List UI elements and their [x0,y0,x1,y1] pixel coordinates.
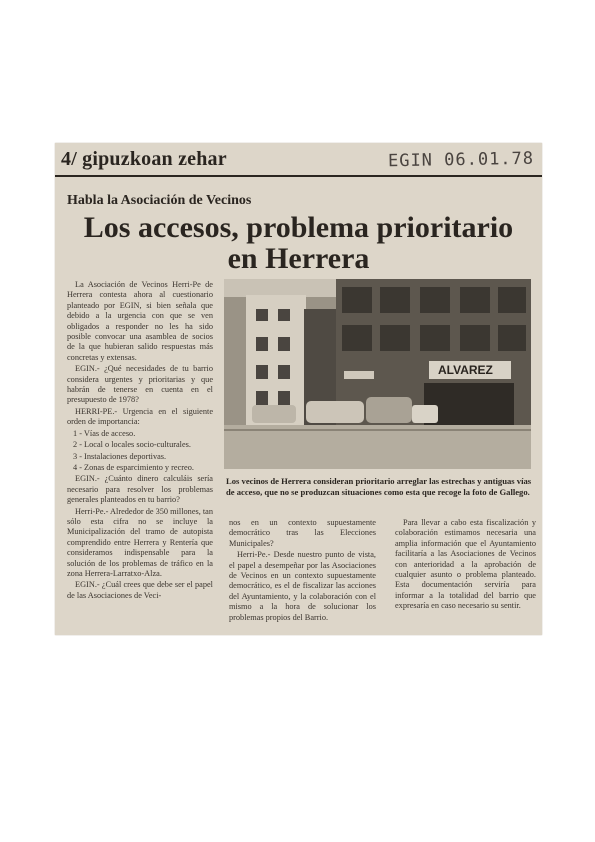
article-column-1 [67,280,213,602]
newspaper-clipping [55,143,542,635]
paragraph: EGIN.- ¿Cuál crees que debe ser el papel de las Asociaciones de Veci- [67,580,213,600]
paragraph: La Asociación de Vecinos Herri-Pe de Herrera contesta ahora al cuestionario planteado por EGIN, si bien señala que debido a la urgencia con que se ven obligados a responder no les ha sido posible convocar una asamblea de socios de la que hubieran salido respuestas más concretas y extensas. [67,280,213,362]
street-photo-illustration [224,279,531,469]
paragraph: EGIN.- ¿Cuánto dinero calculáis sería necesario para resolver los problemas generales planteados en tu barrio? [67,474,213,505]
article-column-3 [395,518,536,613]
paragraph: nos en un contexto supuestamente democrático tras las Elecciones Municipales? [229,518,376,548]
paragraph: EGIN.- ¿Qué necesidades de tu barrio considera urgentes y prioritarias y que habrán de tenerse en cuenta en el presupuesto de 1978? [67,364,213,405]
article-kicker: Habla la Asociación de Vecinos [67,193,252,208]
paragraph: Herri-Pe.- Alrededor de 350 millones, tan sólo esta cifra no se incluye la Municipalización del tramo de autopista comprendido entre Herrera y Rentería que consideramos indispensable para la solución de los problemas de tráfico en la zona Herrera-Larratxo-Alza. [67,506,214,578]
section-title: 4/ gipuzkoan zehar [61,148,227,170]
list-item: 4 - Zonas de esparcimiento y recreo. [73,462,194,472]
street-photo [224,279,531,469]
photo-caption: Los vecinos de Herrera consideran prioritario arreglar las estrechas y antiguas vías de acceso, que no se produzcan situaciones como esta que recoge la foto de Gallego. [226,476,532,497]
shop-sign-text: ALVAREZ [438,363,493,377]
article-column-2 [229,518,376,624]
paragraph: Herri-Pe.- Desde nuestro punto de vista, el papel a desempeñar por las Asociaciones de Vecinos en un contexto supuestamente democrático, es el de fiscalizar las acciones del Ayuntamiento, y la colaboración con el mismo a la hora de solucionar los problemas propios del Barrio. [229,550,376,622]
list-item: 1 - Vías de acceso. [73,428,136,438]
paragraph: HERRI-PE.- Urgencia en el siguiente orden de importancia: [67,406,213,427]
list-item: 3 - Instalaciones deportivas. [73,451,167,461]
section-header [55,143,542,177]
article-headline [65,212,532,274]
headline-line-2: en Herrera [227,242,370,275]
list-item: 2 - Local o locales socio-culturales. [73,440,191,450]
paragraph: Para llevar a cabo esta fiscalización y colaboración estimamos necesaria una amplia información que el Ayuntamiento facilitaría a las Asociaciones de Vecinos con anterioridad a la aprobación de cualquier asunto o problema planteado. Esta documentación serviría para informar a la totalidad del barrio que expresaría en caso necesario su sentir. [395,518,536,611]
headline-line-1: Los accesos, problema prioritario [83,211,514,244]
date-stamp: EGIN 06.01.78 [387,148,535,172]
